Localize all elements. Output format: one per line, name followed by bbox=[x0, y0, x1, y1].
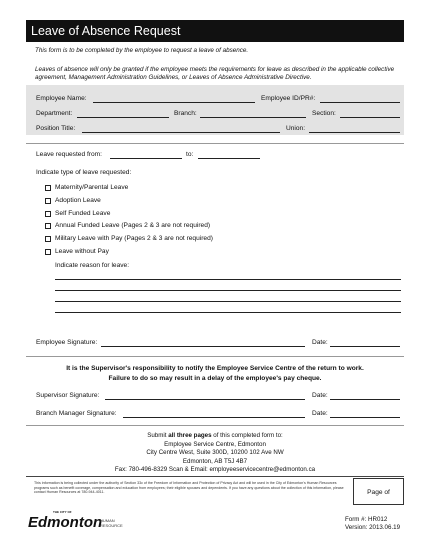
supervisor-date-field[interactable] bbox=[330, 399, 400, 400]
submit-emphasis: all three pages bbox=[168, 432, 212, 439]
leave-without-pay-checkbox[interactable] bbox=[45, 249, 51, 255]
form-number: Form #: HR012 bbox=[345, 516, 388, 523]
adoption-leave-checkbox[interactable] bbox=[45, 198, 51, 204]
employee-date-label: Date: bbox=[312, 339, 328, 346]
eligibility-text: Leaves of absence will only be granted if the employee meets the requirements for leave as described in the applicable collective agreement, Management Administration Guidelines, or Leaves of Absence Administrative Directive. bbox=[35, 66, 395, 82]
submit-text: of this completed form to: bbox=[211, 432, 283, 439]
employee-info-section bbox=[26, 85, 404, 135]
leave-type-heading: Indicate type of leave requested: bbox=[36, 169, 132, 176]
checkbox-label: Adoption Leave bbox=[55, 197, 101, 204]
reason-line[interactable] bbox=[55, 301, 401, 302]
leave-to-label: to: bbox=[186, 151, 194, 158]
edmonton-logo-graphic bbox=[28, 506, 123, 536]
annual-funded-leave-checkbox[interactable] bbox=[45, 223, 51, 229]
military-leave-checkbox[interactable] bbox=[45, 236, 51, 242]
form-info bbox=[345, 516, 400, 532]
logo-wordmark: Edmonton bbox=[28, 514, 103, 531]
department-field[interactable] bbox=[77, 117, 169, 118]
form-version: Version: 2013.06.19 bbox=[345, 524, 401, 531]
checkbox-label: Military Leave with Pay (Pages 2 & 3 are not required) bbox=[55, 235, 213, 242]
section-label: Section: bbox=[312, 110, 336, 117]
leave-to-field[interactable] bbox=[198, 158, 260, 159]
employee-id-field[interactable] bbox=[320, 102, 400, 103]
logo-dept-line1: HUMAN bbox=[100, 518, 115, 523]
pay-delay-warning: Failure to do so may result in a delay of the employee's pay cheque. bbox=[108, 375, 322, 382]
reason-line[interactable] bbox=[55, 312, 401, 313]
logo-dept-line2: RESOURCES bbox=[100, 523, 123, 528]
divider bbox=[26, 476, 404, 477]
branch-field[interactable] bbox=[200, 117, 306, 118]
reason-line[interactable] bbox=[55, 279, 401, 280]
employee-name-label: Employee Name: bbox=[36, 95, 87, 102]
submit-text: Submit bbox=[147, 432, 169, 439]
privacy-statement: This information is being collected under the authority of Section 33c of the Freedom of Information and Protection of Privacy Act and will be used in the City of Edmonton's Human Resources programs such as benefit coverage, compensation and education from employees; their eligible spouses and dependents. If you have any questions about the collection of this information, please contact Human Resources at 780-944-4011. bbox=[34, 481, 344, 495]
checkbox-label: Annual Funded Leave (Pages 2 & 3 are not required) bbox=[55, 222, 211, 229]
supervisor-notice: It is the Supervisor's responsibility to notify the Employee Service Centre of the return to work. bbox=[66, 365, 364, 372]
branch-manager-date-field[interactable] bbox=[330, 417, 400, 418]
checkbox-label: Leave without Pay bbox=[55, 248, 109, 255]
page-number-box: Page of bbox=[353, 478, 404, 505]
branch-label: Branch: bbox=[174, 110, 197, 117]
divider bbox=[26, 356, 404, 357]
checkbox-label: Self Funded Leave bbox=[55, 210, 111, 217]
employee-name-field[interactable] bbox=[93, 102, 255, 103]
employee-date-field[interactable] bbox=[330, 346, 400, 347]
department-label: Department: bbox=[36, 110, 73, 117]
leave-from-label: Leave requested from: bbox=[36, 151, 102, 158]
section-field[interactable] bbox=[340, 117, 400, 118]
reason-line[interactable] bbox=[55, 290, 401, 291]
submit-instructions bbox=[26, 432, 404, 475]
supervisor-signature-label: Supervisor Signature: bbox=[36, 392, 100, 399]
union-label: Union: bbox=[286, 125, 306, 132]
city-of-edmonton-logo bbox=[28, 506, 123, 536]
supervisor-date-label: Date: bbox=[312, 392, 328, 399]
maternity-leave-checkbox[interactable] bbox=[45, 185, 51, 191]
branch-manager-signature-field[interactable] bbox=[123, 417, 305, 418]
employee-id-label: Employee ID/PR#: bbox=[261, 95, 316, 102]
branch-manager-signature-label: Branch Manager Signature: bbox=[36, 410, 117, 417]
form-title: Leave of Absence Request bbox=[26, 20, 404, 42]
service-centre-city: Edmonton, AB T5J 4B7 bbox=[182, 457, 248, 465]
union-field[interactable] bbox=[309, 132, 400, 133]
divider bbox=[26, 143, 404, 144]
logo-top-text: THE CITY OF bbox=[53, 510, 72, 514]
leave-from-field[interactable] bbox=[110, 158, 182, 159]
divider bbox=[26, 425, 404, 426]
submit-line-1 bbox=[26, 432, 404, 441]
service-centre-name: Employee Service Centre, Edmonton bbox=[164, 440, 266, 448]
employee-signature-label: Employee Signature: bbox=[36, 339, 98, 346]
checkbox-label: Maternity/Parental Leave bbox=[55, 184, 129, 191]
reason-label: Indicate reason for leave: bbox=[55, 262, 130, 269]
employee-signature-field[interactable] bbox=[101, 346, 305, 347]
position-title-field[interactable] bbox=[82, 132, 280, 133]
service-centre-address: City Centre West, Suite 300D, 10200 102 Ave NW bbox=[146, 449, 284, 456]
self-funded-leave-checkbox[interactable] bbox=[45, 211, 51, 217]
intro-text: This form is to be completed by the employee to request a leave of absence. bbox=[35, 47, 249, 54]
service-centre-contact: Fax: 780-496-8329 Scan & Email: employeeservicecentre@edmonton.ca bbox=[114, 466, 316, 473]
branch-manager-date-label: Date: bbox=[312, 410, 328, 417]
supervisor-signature-field[interactable] bbox=[105, 399, 305, 400]
position-title-label: Position Title: bbox=[36, 125, 76, 132]
